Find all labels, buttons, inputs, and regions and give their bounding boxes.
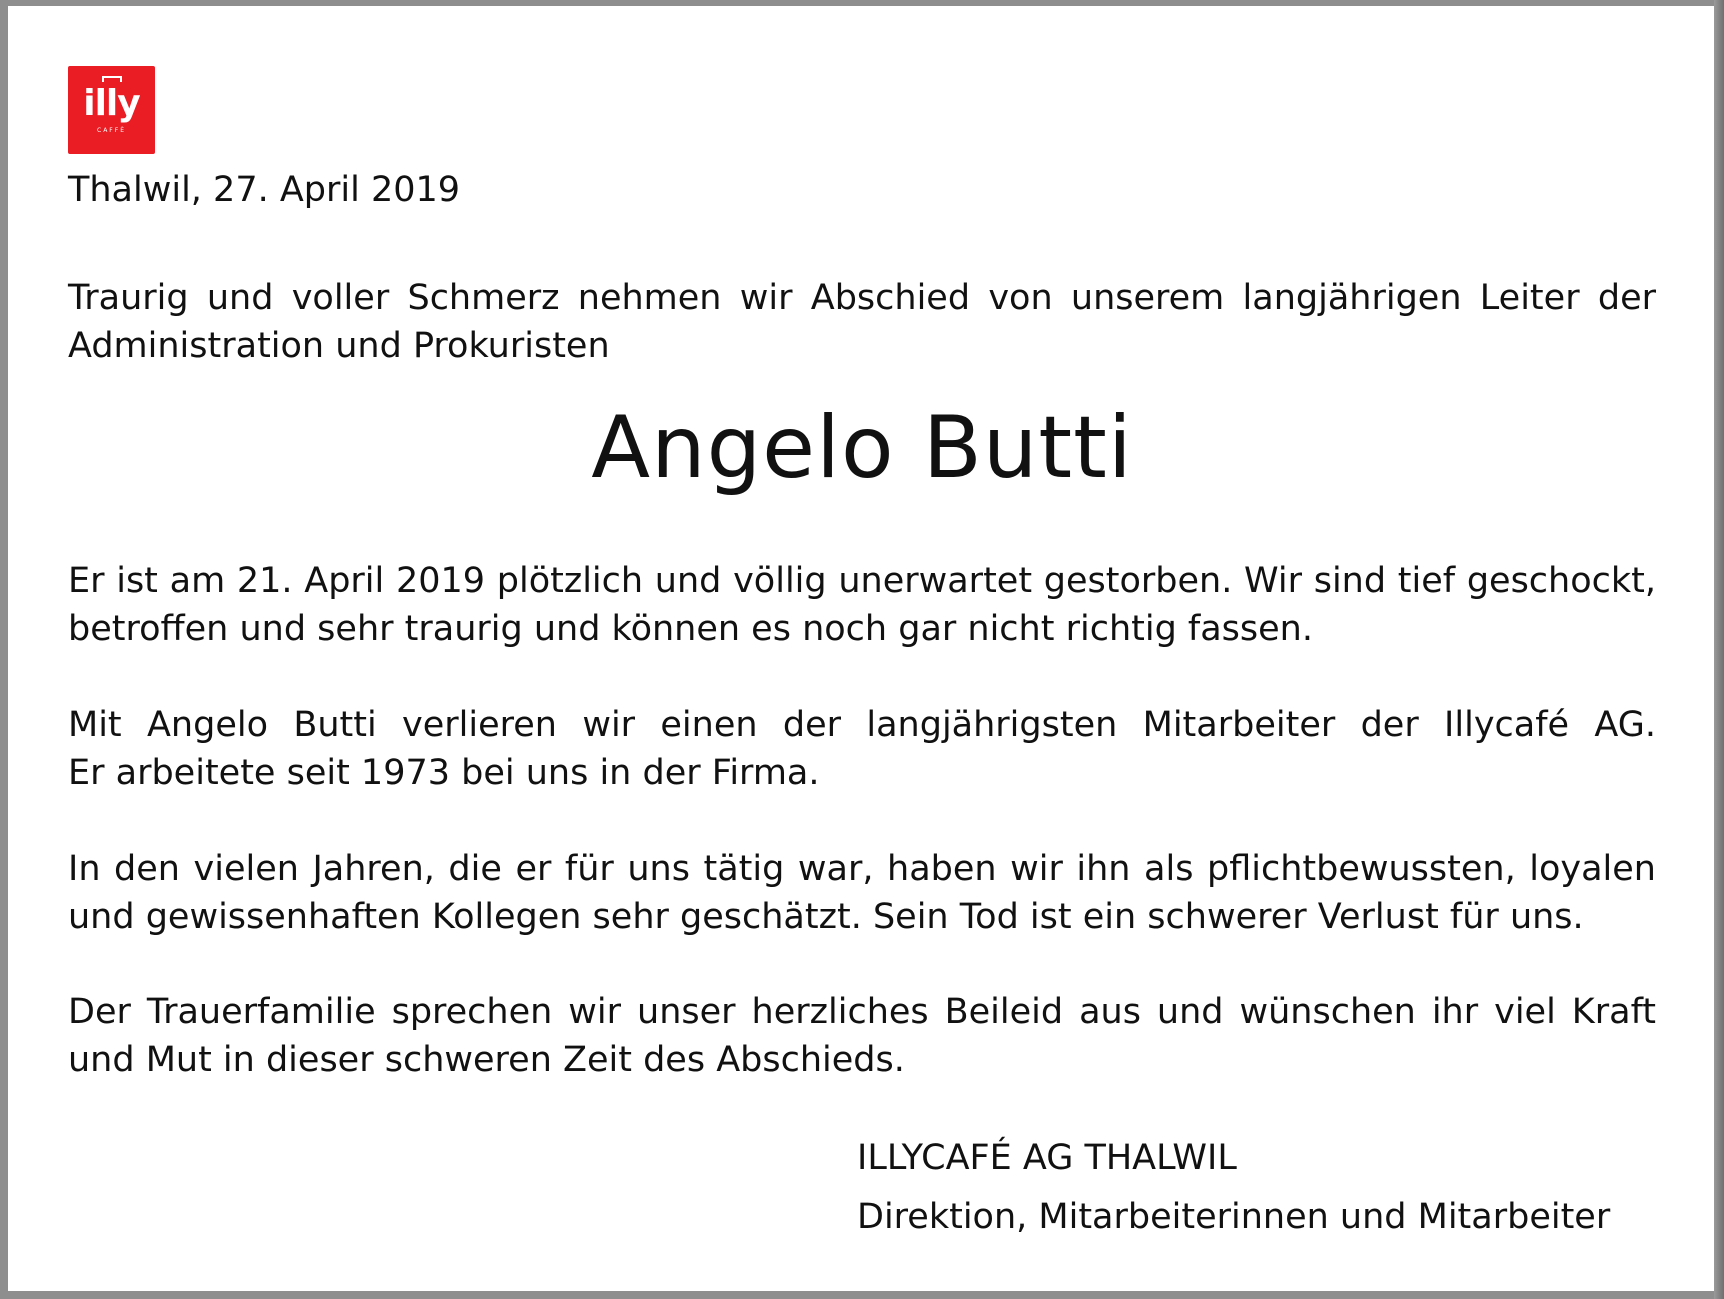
paragraph-4-line-1: Der Trauerfamilie sprechen wir unser herzliches Beileid aus und wünschen ihr viel Kraft: [68, 992, 1656, 1032]
intro-line-2: Administration und Prokuristen: [68, 326, 610, 366]
paragraph-2-line-1: Mit Angelo Butti verlieren wir einen der langjährigsten Mitarbeiter der Illycafé AG.: [68, 705, 1656, 745]
signature-group: Direktion, Mitarbeiterinnen und Mitarbeiter: [857, 1197, 1611, 1237]
paragraph-4: [68, 988, 1656, 1084]
paragraph-3: [68, 845, 1656, 941]
paragraph-1-line-1: Er ist am 21. April 2019 plötzlich und völlig unerwartet gestorben. Wir sind tief geschockt,: [68, 561, 1656, 601]
paragraph-2-line-2: Er arbeitete seit 1973 bei uns in der Firma.: [68, 753, 820, 793]
intro-paragraph: [68, 274, 1656, 370]
paragraph-3-line-2: und gewissenhaften Kollegen sehr geschätzt. Sein Tod ist ein schwerer Verlust für uns.: [68, 897, 1584, 937]
logo-subtext: CAFFÈ: [97, 127, 126, 134]
paragraph-1: [68, 557, 1656, 653]
deceased-name: Angelo Butti: [591, 398, 1133, 498]
paragraph-4-line-2: und Mut in dieser schweren Zeit des Abschieds.: [68, 1040, 905, 1080]
signature-company: ILLYCAFÉ AG THALWIL: [857, 1138, 1237, 1178]
paragraph-2: [68, 701, 1656, 797]
logo-crown-mark: [102, 76, 122, 82]
date-line: Thalwil, 27. April 2019: [68, 170, 461, 210]
paragraph-1-line-2: betroffen und sehr traurig und können es noch gar nicht richtig fassen.: [68, 609, 1313, 649]
logo-wordmark: illy: [83, 83, 140, 124]
paragraph-3-line-1: In den vielen Jahren, die er für uns tätig war, haben wir ihn als pflichtbewussten, loyalen: [68, 849, 1656, 889]
page-edge-shadow: [1714, 0, 1724, 1299]
intro-line-1: Traurig und voller Schmerz nehmen wir Abschied von unserem langjährigen Leiter der: [68, 278, 1656, 318]
illy-logo: [68, 66, 155, 154]
